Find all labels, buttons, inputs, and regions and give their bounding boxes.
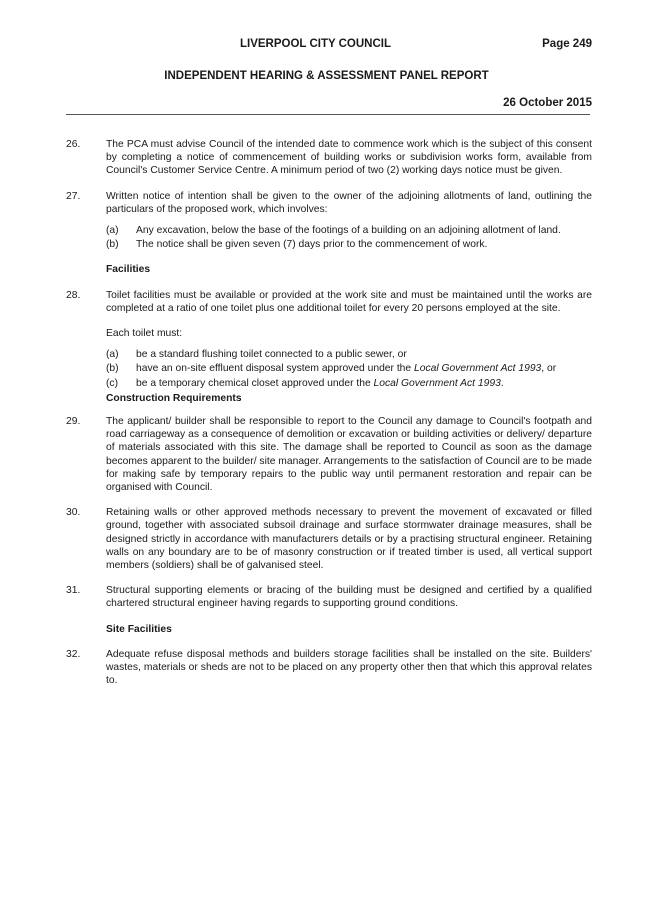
page-number: Page 249 (542, 38, 592, 50)
condition-text: Toilet facilities must be available or provided at the work site and must be maintained until the works are completed at a ratio of one toilet plus one additional toilet for every 20 persons employed at the site. (106, 289, 592, 314)
subitem-c (106, 377, 592, 390)
subitem-text (136, 362, 592, 375)
condition-text: The PCA must advise Council of the intended date to commence work which is the subject of this consent by completing a notice of commencement of building works or subdivision works form, available from Council's Customer Service Centre. A minimum period of two (2) working days notice must be given. (106, 139, 592, 177)
subitem-label: (a) (106, 225, 119, 237)
condition-text: Written notice of intention shall be given to the owner of the adjoining allotments of land, outlining the particulars of the proposed work, which involves: (106, 190, 592, 215)
condition-number: 30. (66, 507, 81, 519)
council-name: LIVERPOOL CITY COUNCIL (240, 38, 392, 50)
condition-27-subitems (66, 224, 592, 251)
subitem-b (106, 362, 592, 375)
subitem-text: The notice shall be given seven (7) days prior to the commencement of work. (136, 239, 488, 251)
condition-number: 27. (66, 190, 81, 202)
report-date: 26 October 2015 (503, 97, 592, 109)
condition-28 (66, 289, 592, 315)
condition-number: 29. (66, 416, 81, 428)
condition-text: Adequate refuse disposal methods and builders storage facilities shall be installed on the site. Builders' wastes, materials or sheds are not to be placed on any property other then that which this approval relates to. (106, 648, 592, 687)
section-heading-facilities: Facilities (106, 264, 151, 276)
toilet-intro: Each toilet must: (106, 328, 183, 340)
subitem-text-main: be a temporary chemical closet approved under the (136, 377, 374, 389)
subitem-label: (c) (106, 377, 119, 389)
report-title: INDEPENDENT HEARING & ASSESSMENT PANEL REPORT (164, 70, 489, 82)
subitem-label: (a) (106, 349, 119, 361)
subitem-text: be a standard flushing toilet connected to a public sewer, or (136, 349, 407, 361)
condition-number: 31. (66, 585, 81, 597)
condition-26 (66, 138, 592, 178)
condition-31 (66, 584, 592, 610)
subitem-a (106, 224, 592, 237)
subitem-text-end: , or (541, 363, 557, 375)
condition-number: 26. (66, 139, 81, 150)
subitem-text-main: have an on-site effluent disposal system approved under the (136, 363, 415, 375)
subitem-text: Any excavation, below the base of the footings of a building on an adjoining allotment of land. (136, 225, 561, 237)
subitem-label: (b) (106, 239, 119, 251)
condition-text: Retaining walls or other approved methods necessary to prevent the movement of excavated or filled ground, together with associated subsoil drainage and surface stormwater drainage measures, shall be designed strictly in accordance with manufacturers details or by a practising structural engineer. Retaining walls on any boundary are to be of masonry construction or if treated timber is used, all vertical support members (soldiers) shall be of galvanised steel. (106, 507, 592, 572)
act-reference: Local Government Act 1993 (414, 363, 542, 375)
page-header (0, 38, 653, 54)
condition-text: The applicant/ builder shall be responsible to report to the Council any damage to Council's footpath and road carriageway as a consequence of demolition or excavation or building activities or delivery/ departure of materials associated with this site. The damage shall be reported to Council as soon as the damage becomes apparent to the builder/ site manager. Arrangements to the satisfaction of Council are to be made for making safe by temporary repairs to the public way until permanent restoration and repair can be organised with Council. (106, 416, 592, 494)
header-divider (66, 114, 590, 115)
condition-29 (66, 415, 592, 494)
condition-32 (66, 648, 592, 688)
condition-30 (66, 506, 592, 572)
condition-number: 28. (66, 289, 81, 301)
section-heading-site-facilities: Site Facilities (106, 623, 172, 635)
section-heading-construction: Construction Requirements (106, 392, 242, 404)
condition-number: 32. (66, 648, 81, 660)
condition-text: Structural supporting elements or bracing of the building must be designed and certified by a qualified chartered structural engineer having regards to supporting ground conditions. (106, 585, 592, 610)
condition-27 (66, 190, 592, 216)
condition-28-subitems (66, 348, 592, 390)
subitem-text-end: . (500, 377, 504, 389)
subitem-b (106, 238, 592, 251)
subitem-a (106, 348, 592, 361)
subitem-text (136, 377, 592, 390)
act-reference: Local Government Act 1993 (373, 377, 501, 389)
document-body (66, 138, 592, 700)
subitem-label: (b) (106, 363, 119, 375)
